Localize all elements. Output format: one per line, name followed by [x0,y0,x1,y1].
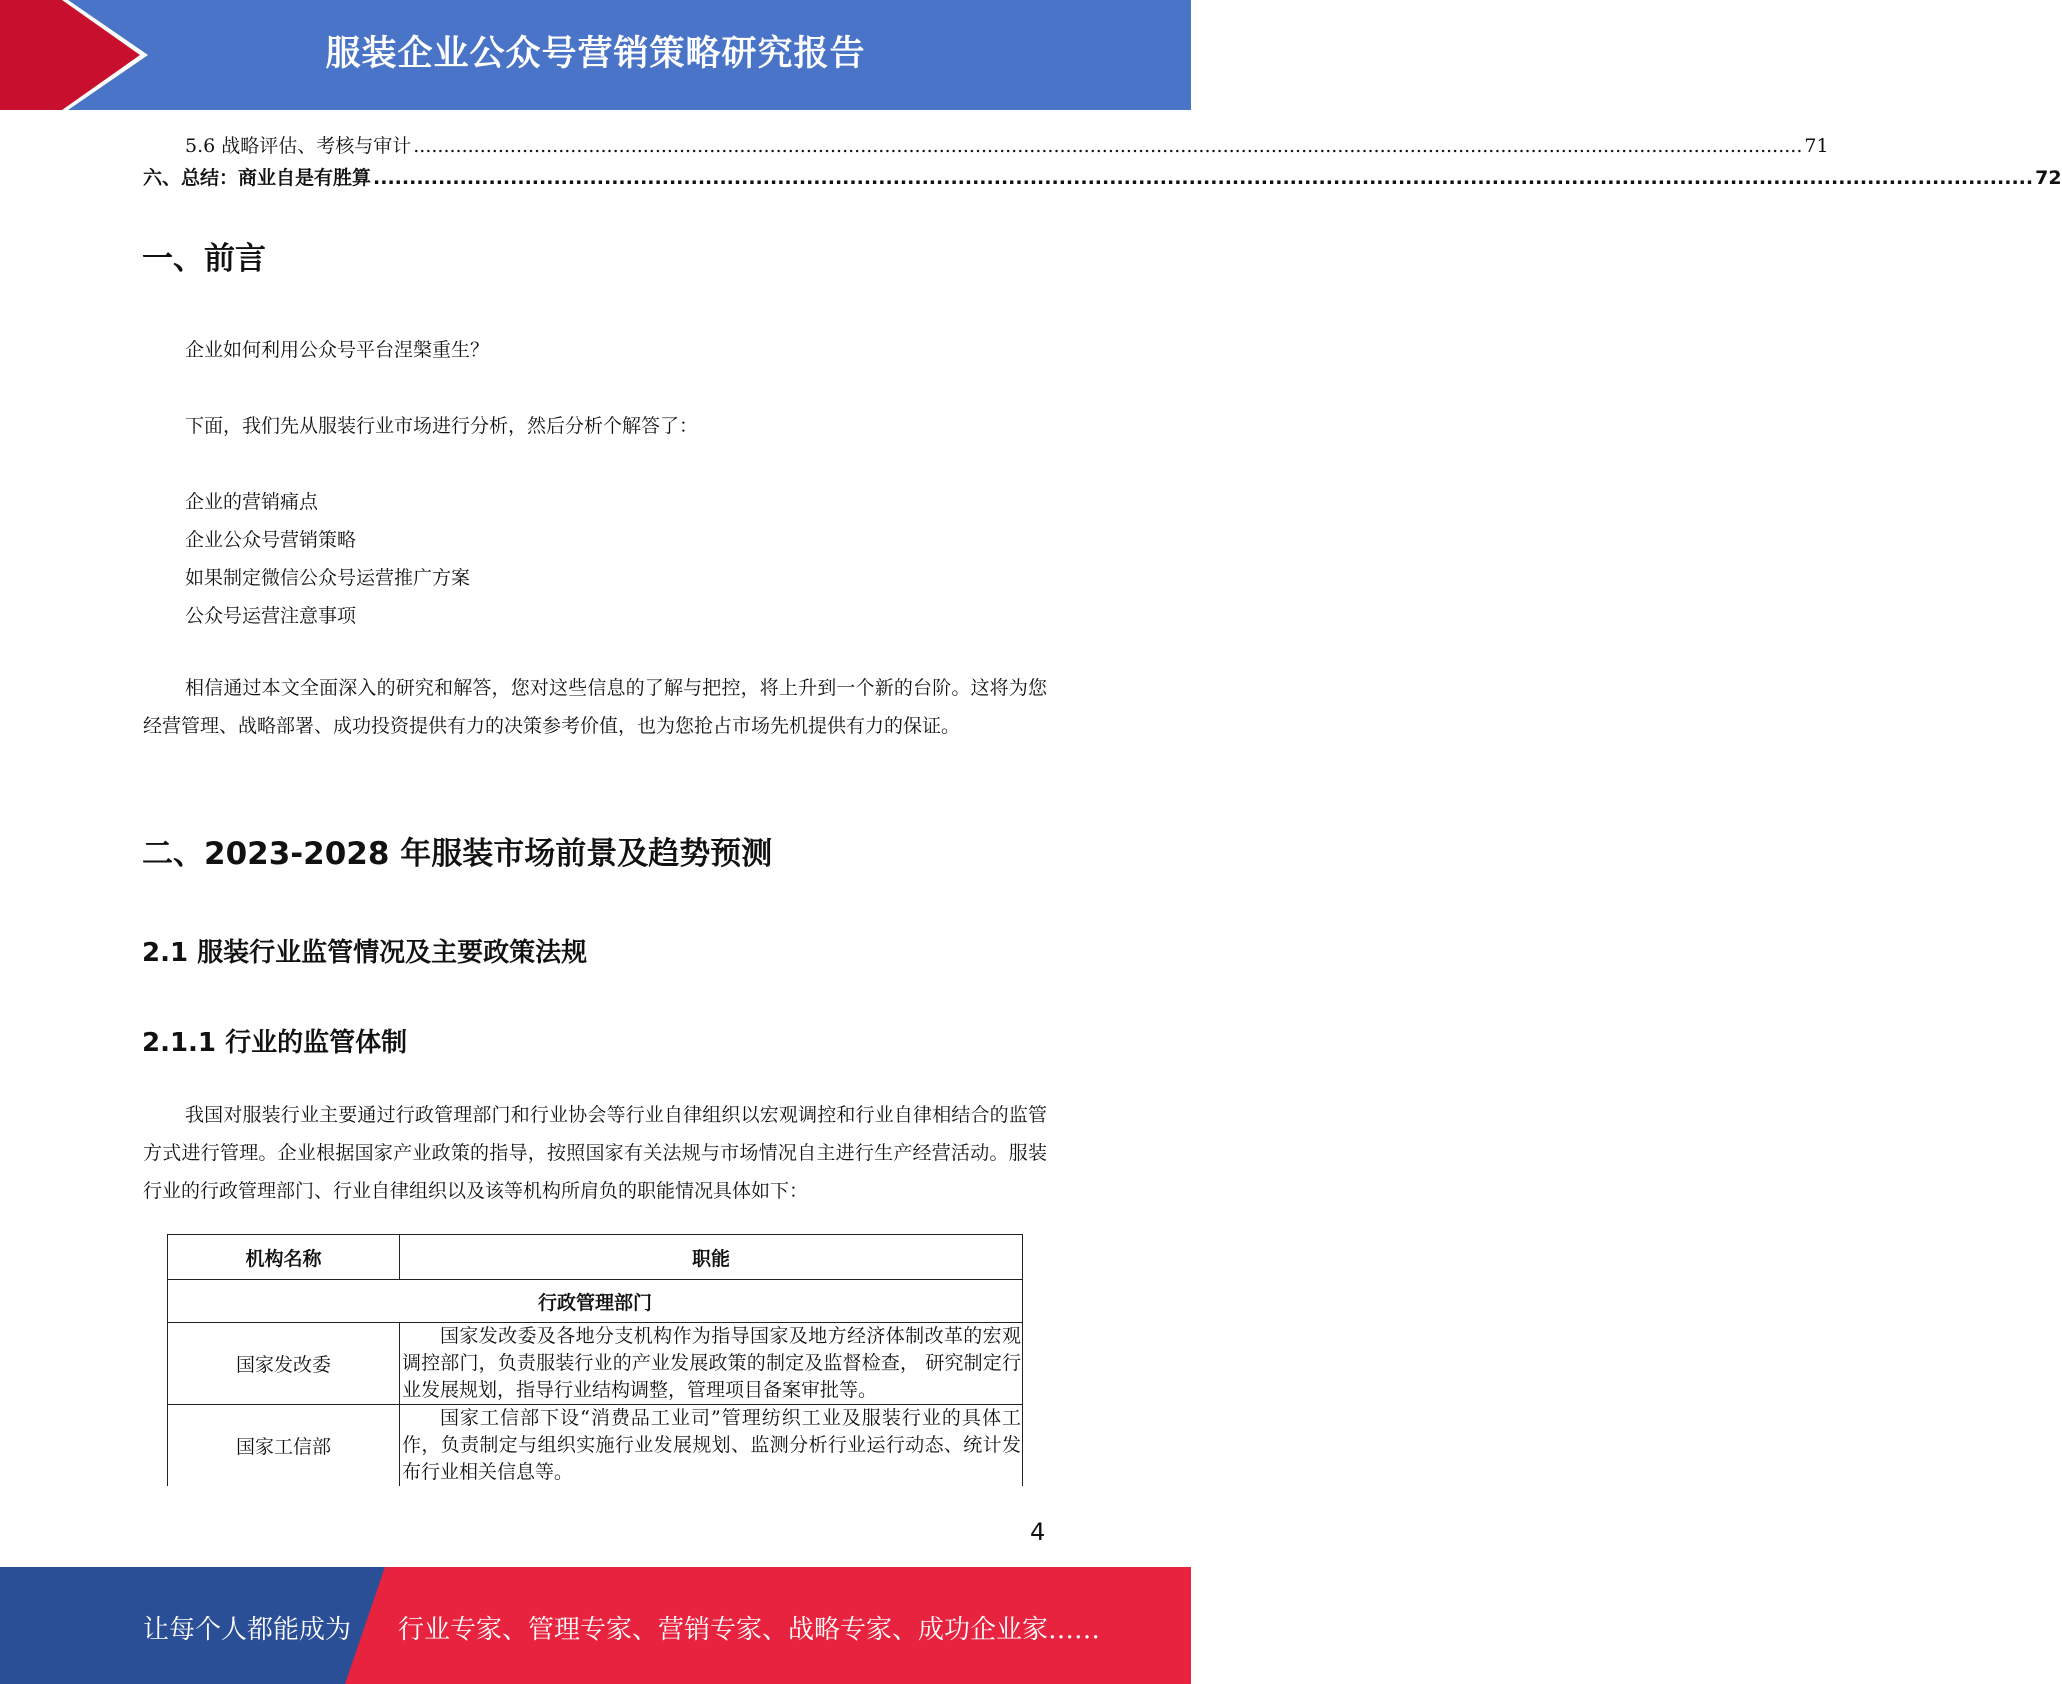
toc-entry-label: 六、总结：商业自是有胜算 [143,167,372,189]
section-heading-preface: 一、前言 [142,241,266,277]
toc-entry-page: 71 [1804,135,1829,157]
toc-entry[interactable] [143,163,2062,190]
toc-entry[interactable] [143,131,1829,158]
section-heading-chapter2: 二、2023-2028 年服装市场前景及趋势预测 [142,836,773,872]
table-section-row [168,1280,1023,1323]
preface-intro: 下面，我们先从服装行业市场进行分析，然后分析个解答了： [185,415,699,437]
table-row [168,1323,1023,1405]
page-header [0,0,1191,110]
table-row [168,1405,1023,1487]
toc-entry-label: 5.6 战略评估、考核与审计 [185,135,412,157]
table-header-duty: 职能 [400,1235,1023,1280]
table-header-row [168,1235,1023,1280]
table-cell-name: 国家发改委 [168,1323,400,1405]
regulatory-bodies-table [167,1234,1023,1486]
page-footer [0,1567,1191,1684]
page-number: 4 [1030,1518,1046,1546]
preface-list-item: 企业公众号营销策略 [185,529,357,551]
table-cell-duty: 国家工信部下设“消费品工业司”管理纺织工业及服装行业的具体工作，负责制定与组织实施行业发展规划、监测分析行业运行动态、统计发布行业相关信息等。 [400,1405,1023,1487]
table-cell-duty: 国家发改委及各地分支机构作为指导国家及地方经济体制改革的宏观调控部门，负责服装行业的产业发展政策的制定及监督检查， 研究制定行业发展规划，指导行业结构调整，管理项目备案审批等。 [400,1323,1023,1405]
table-header-name: 机构名称 [168,1235,400,1280]
toc-leader-dots: ...................................................................................................................................................................................................................................... [413,135,1803,157]
subsection-heading-2-1: 2.1 服装行业监管情况及主要政策法规 [142,938,588,968]
table-cell-name: 国家工信部 [168,1405,400,1487]
subsection-heading-2-1-1: 2.1.1 行业的监管体制 [142,1028,408,1058]
toc-entry-page: 72 [2035,167,2062,189]
preface-list-item: 企业的营销痛点 [185,491,319,513]
footer-slogan-right: 行业专家、管理专家、营销专家、战略专家、成功企业家…… [398,1615,1101,1645]
header-title: 服装企业公众号营销策略研究报告 [325,34,866,74]
footer-slogan-left: 让每个人都能成为 [143,1615,352,1645]
preface-list-item: 公众号运营注意事项 [185,605,357,627]
table-section-label: 行政管理部门 [168,1280,1023,1323]
regulation-paragraph: 我国对服装行业主要通过行政管理部门和行业协会等行业自律组织以宏观调控和行业自律相结合的监管方式进行管理。企业根据国家产业政策的指导，按照国家有关法规与市场情况自主进行生产经营活动。服装行业的行政管理部门、行业自律组织以及该等机构所肩负的职能情况具体如下： [143,1104,1047,1202]
preface-paragraph: 相信通过本文全面深入的研究和解答，您对这些信息的了解与把控，将上升到一个新的台阶。这将为您经营管理、战略部署、成功投资提供有力的决策参考价值，也为您抢占市场先机提供有力的保证。 [143,677,1047,737]
preface-list-item: 如果制定微信公众号运营推广方案 [185,567,471,589]
toc-leader-dots: ...................................................................................................................................................................................................................................... [373,167,2034,189]
preface-question: 企业如何利用公众号平台涅槃重生？ [185,339,490,361]
